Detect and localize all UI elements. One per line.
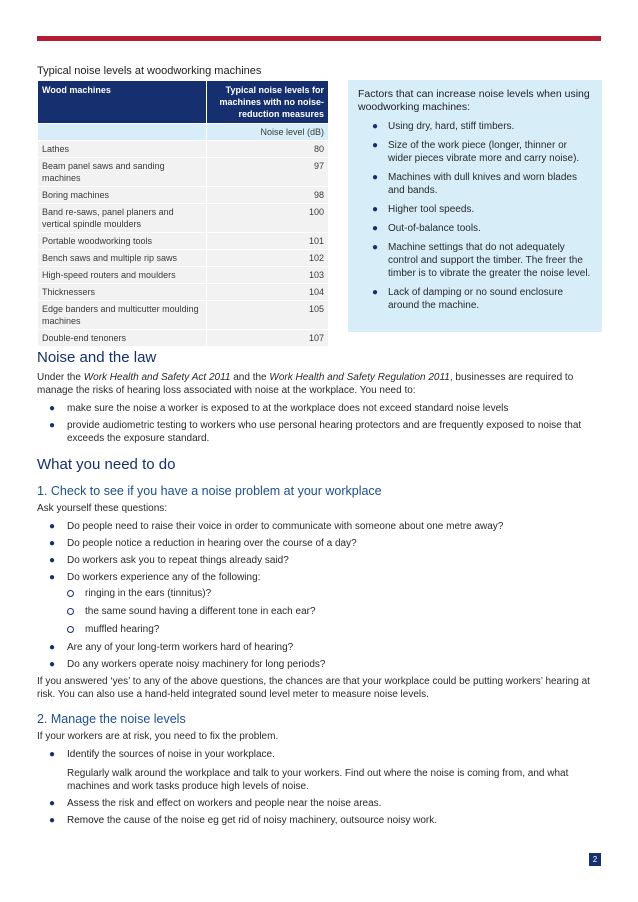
bullet-icon: ● (372, 287, 379, 298)
bullet-icon: ● (49, 798, 56, 809)
question-text: Do workers experience any of the following: (67, 572, 261, 583)
bullet-icon: ● (49, 659, 56, 670)
factors-title: Factors that can increase noise levels when using woodworking machines: (358, 88, 590, 113)
noise-level-cell: 100 (207, 204, 329, 233)
table-row (38, 158, 329, 187)
law-intro-text-2: and the (230, 372, 270, 383)
bullet-icon: ● (49, 749, 56, 760)
law-requirement-item (37, 402, 603, 415)
table-row (38, 267, 329, 284)
identify-text: the sources of noise in your workplace. (99, 749, 275, 760)
bullet-icon: ● (49, 815, 56, 826)
hollow-bullet-icon (67, 608, 74, 615)
assess-keyword: Assess (67, 798, 100, 809)
bullet-icon: ● (372, 223, 379, 234)
bullet-icon: ● (49, 642, 56, 653)
factor-text: Lack of damping or no sound enclosure around the machine. (388, 287, 564, 311)
factor-text: Out-of-balance tools. (388, 223, 481, 234)
symptom-text: muffled hearing? (85, 624, 160, 635)
machine-cell: Thicknessers (38, 284, 207, 301)
identify-keyword: Identify (67, 749, 100, 760)
hollow-bullet-icon (67, 626, 74, 633)
machine-cell: Bench saws and multiple rip saws (38, 250, 207, 267)
subheader-empty-cell (38, 124, 207, 141)
action-item-assess (37, 797, 603, 810)
act-title: Work Health and Safety Act 2011 (83, 372, 231, 383)
bullet-icon: ● (372, 121, 379, 132)
noise-level-cell: 105 (207, 301, 329, 330)
table-row (38, 204, 329, 233)
main-content (37, 348, 603, 831)
step1-conclusion: If you answered ‘yes’ to any of the above questions, the chances are that your workplace could be putting workers’ hearing at risk. You can also use a hand-held integrated sound level meter to measure noise levels. (37, 676, 590, 700)
factor-item (358, 286, 592, 312)
bullet-icon: ● (49, 555, 56, 566)
machine-cell: Double-end tenoners (38, 330, 207, 347)
question-item (37, 537, 603, 550)
bullet-icon: ● (49, 538, 56, 549)
noise-level-cell: 98 (207, 187, 329, 204)
symptom-text: the same sound having a different tone in each ear? (85, 606, 316, 617)
action-item-remove (37, 814, 603, 827)
remove-text: the cause of the noise eg get rid of noisy machinery, outsource noisy work. (104, 815, 438, 826)
symptom-item (67, 587, 603, 600)
question-text: Do any workers operate noisy machinery for long periods? (67, 659, 326, 670)
question-item (37, 554, 603, 567)
question-item (37, 641, 603, 654)
factor-item (358, 120, 592, 133)
assess-text: the risk and effect on workers and people near the noise areas. (99, 798, 382, 809)
table-row (38, 301, 329, 330)
bullet-icon: ● (49, 420, 56, 431)
factor-item (358, 139, 592, 165)
action-item-identify (37, 748, 603, 793)
bullet-icon: ● (49, 403, 56, 414)
step2-heading: 2. Manage the noise levels (37, 712, 186, 726)
machine-cell: Portable woodworking tools (38, 233, 207, 250)
law-requirement-item (37, 419, 603, 445)
law-heading: Noise and the law (37, 349, 157, 366)
law-requirements-list (37, 402, 603, 445)
question-item (37, 520, 603, 533)
question-item (37, 658, 603, 671)
step2-intro: If your workers are at risk, you need to fix the problem. (37, 731, 279, 742)
question-text: Are any of your long-term workers hard of hearing? (67, 642, 294, 653)
table-row (38, 141, 329, 158)
step1-heading: 1. Check to see if you have a noise problem at your workplace (37, 484, 382, 498)
page-number: 2 (589, 853, 601, 866)
law-intro-text-3: , businesses are required to manage the risks of hearing loss associated with noise at the workplace. You need to: (37, 372, 574, 396)
law-requirement-text: provide audiometric testing to workers who use personal hearing protectors and are frequently exposed to noise that exceeds the exposure standard. (67, 420, 582, 444)
hollow-bullet-icon (67, 590, 74, 597)
noise-level-cell: 80 (207, 141, 329, 158)
bullet-icon: ● (49, 572, 56, 583)
law-requirement-text: make sure the noise a worker is exposed to at the workplace does not exceed standard noise levels (67, 403, 509, 414)
machine-cell: Lathes (38, 141, 207, 158)
factors-panel (348, 80, 602, 332)
factor-item (358, 241, 592, 280)
bullet-icon: ● (372, 172, 379, 183)
table-row (38, 187, 329, 204)
law-intro-text-1: Under the (37, 372, 84, 383)
todo-heading: What you need to do (37, 456, 176, 473)
bullet-icon: ● (49, 521, 56, 532)
noise-level-cell: 107 (207, 330, 329, 347)
noise-level-cell: 102 (207, 250, 329, 267)
law-intro (37, 371, 603, 397)
column-header-machines: Wood machines (38, 81, 207, 124)
question-text: Do people notice a reduction in hearing over the course of a day? (67, 538, 357, 549)
machine-cell: High-speed routers and moulders (38, 267, 207, 284)
actions-list (37, 748, 603, 827)
table-row (38, 233, 329, 250)
noise-level-cell: 101 (207, 233, 329, 250)
factor-text: Using dry, hard, stiff timbers. (388, 121, 515, 132)
bullet-icon: ● (372, 140, 379, 151)
machine-cell: Band re-saws, panel planers and vertical spindle moulders (38, 204, 207, 233)
table-row (38, 284, 329, 301)
machine-cell: Boring machines (38, 187, 207, 204)
factor-text: Machines with dull knives and worn blades and bands. (388, 172, 577, 196)
remove-keyword: Remove (67, 815, 105, 826)
noise-level-table (37, 80, 329, 347)
question-item (37, 571, 603, 636)
factor-text: Size of the work piece (longer, thinner or wider pieces vibrate more and carry noise). (388, 140, 580, 164)
symptom-item (67, 623, 603, 636)
factor-text: Machine settings that do not adequately control and support the timber. The freer the timber is to vibrate the greater the noise level. (388, 242, 591, 279)
machine-cell: Beam panel saws and sanding machines (38, 158, 207, 187)
symptoms-list (67, 587, 603, 636)
table-row (38, 330, 329, 347)
factor-item (358, 171, 592, 197)
identify-detail: Regularly walk around the workplace and talk to your workers. Find out where the noise is coming from, and what machines and work tasks produce high levels of noise. (67, 768, 569, 792)
symptom-item (67, 605, 603, 618)
symptom-text: ringing in the ears (tinnitus)? (85, 588, 212, 599)
top-accent-bar (37, 36, 601, 41)
questions-list (37, 520, 603, 671)
noise-level-cell: 104 (207, 284, 329, 301)
noise-level-cell: 103 (207, 267, 329, 284)
question-text: Do people need to raise their voice in order to communicate with someone about one metre away? (67, 521, 504, 532)
noise-level-cell: 97 (207, 158, 329, 187)
factor-text: Higher tool speeds. (388, 204, 475, 215)
step1-intro: Ask yourself these questions: (37, 503, 168, 514)
bullet-icon: ● (372, 204, 379, 215)
table-caption: Typical noise levels at woodworking machines (37, 65, 262, 77)
table-header-row (38, 81, 329, 124)
factor-item (358, 203, 592, 216)
bullet-icon: ● (372, 242, 379, 253)
regulation-title: Work Health and Safety Regulation 2011 (269, 372, 450, 383)
question-text: Do workers ask you to repeat things already said? (67, 555, 289, 566)
table-subheader-row (38, 124, 329, 141)
factor-item (358, 222, 592, 235)
machine-cell: Edge banders and multicutter moulding machines (38, 301, 207, 330)
table-row (38, 250, 329, 267)
column-header-noise-levels: Typical noise levels for machines with no noise-reduction measures (207, 81, 329, 124)
factors-list (358, 120, 592, 312)
noise-unit-label: Noise level (dB) (207, 124, 329, 141)
